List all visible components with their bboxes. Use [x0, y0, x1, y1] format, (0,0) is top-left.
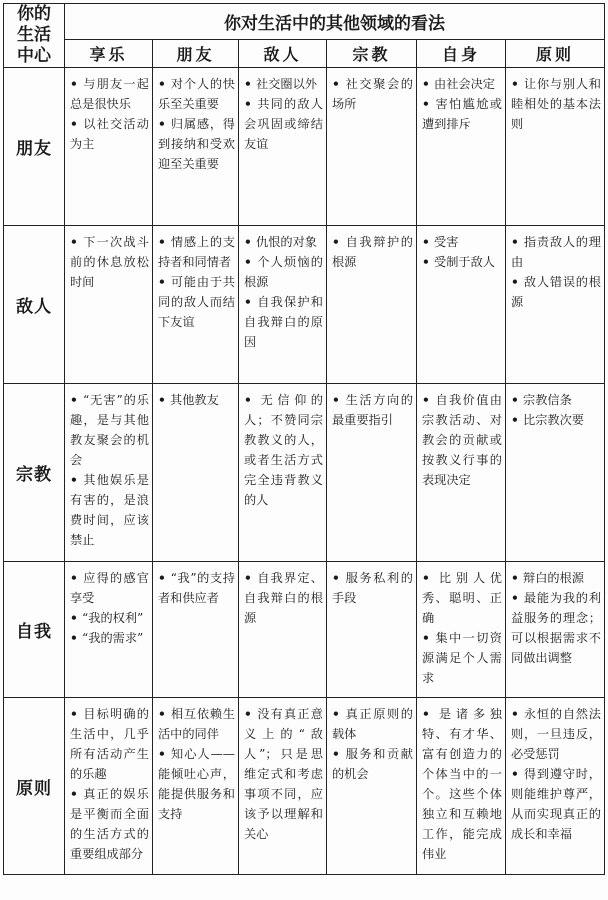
bullet-list	[244, 704, 323, 844]
table-cell	[65, 226, 153, 384]
bullet-list	[332, 74, 413, 114]
bullet-list	[158, 232, 235, 332]
table-cell	[506, 698, 605, 875]
bullet-list	[332, 704, 413, 784]
bullet-item: • 辩白的根源	[511, 568, 601, 588]
bullet-item: • 自我保护和自我辩白的原因	[244, 292, 323, 352]
bullet-item: • 个人烦恼的根源	[244, 252, 323, 292]
bullet-item: • 自我价值由宗教活动、对教会的贡献或按教义行事的表现决定	[422, 390, 502, 490]
table-row	[4, 226, 605, 384]
table-row	[4, 68, 605, 226]
bullet-list	[244, 74, 323, 154]
bullet-item: • 服务和贡献的机会	[332, 744, 413, 784]
table-title: 你对生活中的其他领域的看法	[65, 4, 605, 40]
bullet-item: • 共同的敌人会巩固或缔结友谊	[244, 94, 323, 154]
bullet-list	[244, 568, 323, 628]
table-cell	[327, 698, 417, 875]
bullet-item: • 受害	[422, 232, 502, 252]
bullet-list	[244, 232, 323, 352]
table-cell	[506, 226, 605, 384]
table-cell	[153, 226, 239, 384]
table-cell	[65, 384, 153, 562]
bullet-list	[422, 568, 502, 688]
bullet-list	[158, 74, 235, 174]
bullet-item: • 可能由于共同的敌人而结下友谊	[158, 272, 235, 332]
bullet-item: • “无害”的乐趣，是与其他教友聚会的机会	[70, 390, 149, 470]
bullet-list	[332, 232, 413, 272]
bullet-list	[244, 390, 323, 510]
table-cell	[65, 562, 153, 698]
table-cell	[65, 68, 153, 226]
bullet-item: • 受制于敌人	[422, 252, 502, 272]
bullet-item: • 生活方向的最重要指引	[332, 390, 413, 430]
row-header: 自我	[4, 562, 65, 698]
bullet-item: • “我的权利”	[70, 608, 149, 628]
bullet-item: • “我的需求”	[70, 628, 149, 648]
bullet-item: • 让你与别人和睦相处的基本法则	[511, 74, 601, 134]
table-cell	[506, 68, 605, 226]
bullet-list	[511, 704, 601, 844]
bullet-item: • 永恒的自然法则，一旦违反，必受惩罚	[511, 704, 601, 764]
table-cell	[417, 68, 506, 226]
bullet-item: • 归属感，得到接纳和受欢迎至关重要	[158, 114, 235, 174]
table-cell	[239, 226, 327, 384]
table-cell	[239, 384, 327, 562]
bullet-list	[422, 390, 502, 490]
table-cell	[417, 226, 506, 384]
corner-line: 你的	[17, 4, 51, 24]
bullet-item: • 知心人——能倾吐心声，能提供服务和支持	[158, 744, 235, 824]
table-cell	[153, 68, 239, 226]
bullet-item: • 得到遵守时，则能维护尊严，从而实现真正的成长和幸福	[511, 764, 601, 844]
table-cell	[327, 226, 417, 384]
bullet-item: • 没有真正意义上的“敌人”；只是思维定式和考虑事项不同，应该予以理解和关心	[244, 704, 323, 844]
table-cell	[239, 68, 327, 226]
corner-line: 中心	[17, 46, 51, 66]
row-header: 宗教	[4, 384, 65, 562]
life-center-table	[3, 3, 605, 875]
bullet-list	[511, 74, 601, 134]
table-cell	[417, 562, 506, 698]
bullet-list	[422, 232, 502, 272]
row-header: 朋友	[4, 68, 65, 226]
table-cell	[153, 562, 239, 698]
table-cell	[153, 384, 239, 562]
bullet-list	[70, 74, 149, 154]
column-header: 敌人	[239, 39, 327, 67]
bullet-item: • 社交聚会的场所	[332, 74, 413, 114]
bullet-item: • 比宗教次要	[511, 410, 601, 430]
bullet-item: • 情感上的支持者和同情者	[158, 232, 235, 272]
column-header: 朋友	[153, 39, 239, 67]
table-cell	[506, 384, 605, 562]
bullet-item: • 以社交活动为主	[70, 114, 149, 154]
table-cell	[506, 562, 605, 698]
corner-line: 生活	[17, 25, 51, 45]
bullet-list	[158, 390, 235, 410]
bullet-item: • 是诸多独特、有才华、富有创造力的个体当中的一个。这些个体独立和互赖地工作，能完成伟业	[422, 704, 502, 864]
table-row	[4, 384, 605, 562]
column-header: 享乐	[65, 39, 153, 67]
bullet-list	[70, 704, 149, 864]
bullet-item: • 自我辩护的根源	[332, 232, 413, 272]
row-header: 原则	[4, 698, 65, 875]
bullet-item: • 仇恨的对象	[244, 232, 323, 252]
bullet-item: • 害怕尴尬或遭到排斥	[422, 94, 502, 134]
bullet-list	[332, 390, 413, 430]
table-cell	[65, 698, 153, 875]
bullet-item: • 无信仰的人；不赞同宗教教义的人，或者生活方式完全违背教义的人	[244, 390, 323, 510]
bullet-item: • 真正原则的载体	[332, 704, 413, 744]
bullet-list	[332, 568, 413, 608]
bullet-item: • 下一次战斗前的休息放松时间	[70, 232, 149, 292]
bullet-list	[511, 568, 601, 668]
bullet-list	[70, 390, 149, 550]
bullet-item: • 应得的感官享受	[70, 568, 149, 608]
bullet-list	[422, 74, 502, 134]
bullet-item: • 相互依赖生活中的同伴	[158, 704, 235, 744]
bullet-item: • 对个人的快乐至关重要	[158, 74, 235, 114]
bullet-item: • 其他娱乐是有害的，是浪费时间，应该禁止	[70, 470, 149, 550]
bullet-item: • 指责敌人的理由	[511, 232, 601, 272]
table-body	[4, 68, 605, 875]
table-cell	[327, 68, 417, 226]
bullet-item: • 目标明确的生活中，几乎所有活动产生的乐趣	[70, 704, 149, 784]
bullet-list	[158, 704, 235, 824]
table-cell	[327, 562, 417, 698]
bullet-list	[70, 568, 149, 648]
column-header: 原则	[506, 39, 605, 67]
bullet-item: • 集中一切资源满足个人需求	[422, 628, 502, 688]
table-cell	[239, 562, 327, 698]
table-row	[4, 562, 605, 698]
row-header: 敌人	[4, 226, 65, 384]
bullet-list	[422, 704, 502, 864]
bullet-item: • 最能为我的利益服务的理念；可以根据需求不同做出调整	[511, 588, 601, 668]
bullet-item: • “我”的支持者和供应者	[158, 568, 235, 608]
column-header: 宗教	[327, 39, 417, 67]
bullet-item: • 敌人错误的根源	[511, 272, 601, 312]
table-cell	[153, 698, 239, 875]
bullet-list	[70, 232, 149, 292]
bullet-item: • 比别人优秀、聪明、正确	[422, 568, 502, 628]
table-cell	[417, 698, 506, 875]
bullet-item: • 社交圈以外	[244, 74, 323, 94]
bullet-item: • 其他教友	[158, 390, 235, 410]
table-row	[4, 698, 605, 875]
bullet-item: • 宗教信条	[511, 390, 601, 410]
corner-label	[4, 4, 65, 68]
bullet-item: • 服务私利的手段	[332, 568, 413, 608]
bullet-item: • 自我界定、自我辩白的根源	[244, 568, 323, 628]
bullet-item: • 真正的娱乐是平衡而全面的生活方式的重要组成部分	[70, 784, 149, 864]
bullet-item: • 与朋友一起总是很快乐	[70, 74, 149, 114]
table-cell	[417, 384, 506, 562]
bullet-list	[511, 232, 601, 312]
bullet-list	[158, 568, 235, 608]
table-cell	[239, 698, 327, 875]
table-cell	[327, 384, 417, 562]
bullet-list	[511, 390, 601, 430]
bullet-item: • 由社会决定	[422, 74, 502, 94]
column-header: 自身	[417, 39, 506, 67]
